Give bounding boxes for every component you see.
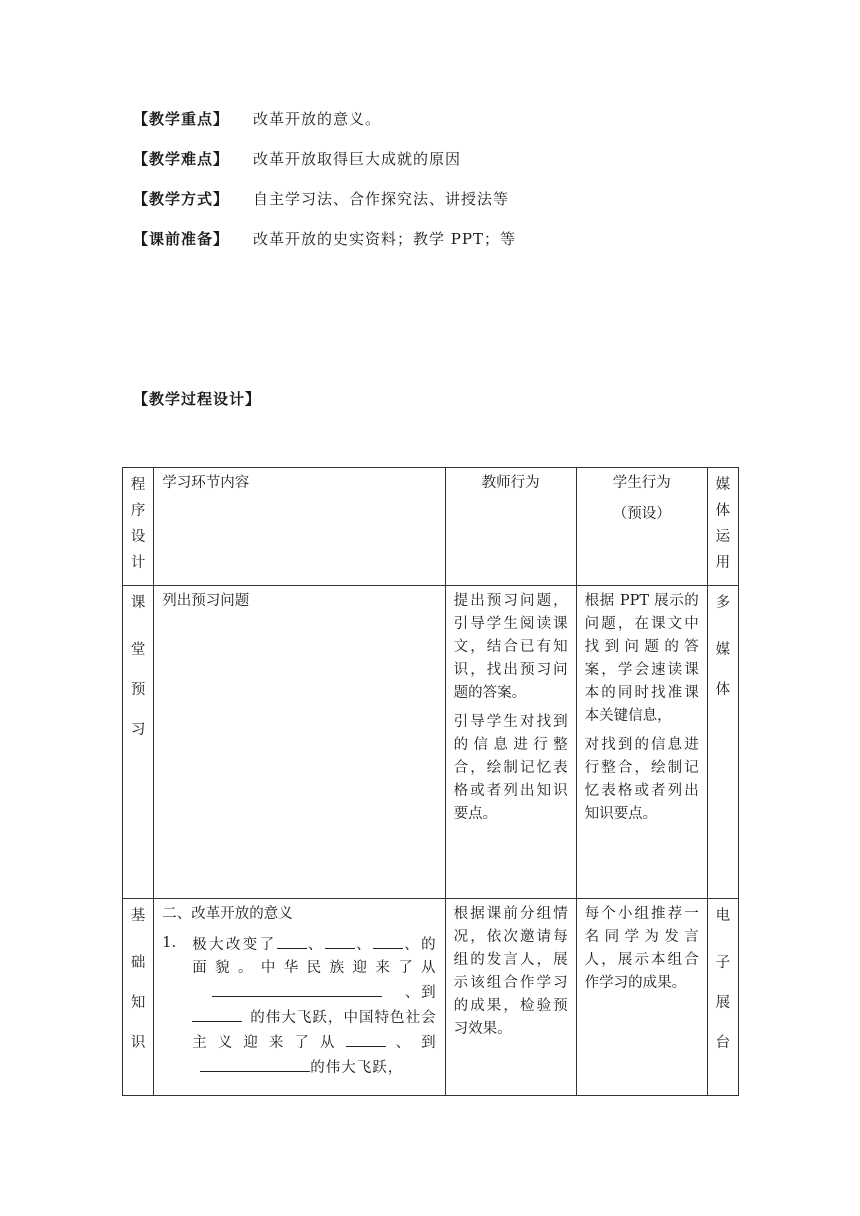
student-cell: 根据 PPT 展示的问题，在课文中找到问题的答案，学会速读课本的同时找准课本关键信息， 对找到的信息进行整合，绘制记忆表格或者列出知识要点。 (576, 586, 707, 899)
media-cell: 多 媒 体 (707, 586, 738, 899)
list-item: 1. 极大改变了 、 、 、的面貌。中华民族迎来了从、到的伟大飞跃，中国特色社会主义迎来了从 、到的伟大飞跃， (162, 932, 436, 1080)
meta-row-2 (133, 148, 461, 169)
student-cell: 每个小组推荐一名同学为发言人，展示本组合作学习的成果。 (576, 899, 707, 1096)
lesson-process-table (122, 467, 739, 1096)
header-content: 学习环节内容 (154, 468, 445, 586)
header-teacher: 教师行为 (445, 468, 576, 586)
meta-label: 【教学难点】 (133, 150, 230, 168)
meta-value: 改革开放的史实资料；教学 PPT；等 (253, 230, 516, 248)
meta-value: 改革开放取得巨大成就的原因 (253, 150, 462, 168)
section-title: 【教学过程设计】 (133, 390, 262, 408)
stage-preview: 课 堂 预 习 (123, 586, 154, 899)
meta-value: 自主学习法、合作探究法、讲授法等 (253, 190, 510, 208)
meta-row-1 (133, 108, 381, 129)
header-media: 媒 体 运 用 (707, 468, 738, 586)
content-cell: 列出预习问题 (154, 586, 445, 899)
meta-row-3 (133, 188, 509, 209)
meta-row-4 (133, 228, 516, 249)
meta-value: 改革开放的意义。 (253, 110, 382, 128)
table-header-row (123, 468, 739, 586)
header-student: 学生行为 （预设） (576, 468, 707, 586)
header-procedure: 程 序 设 计 (123, 468, 154, 586)
meta-label: 【课前准备】 (133, 230, 230, 248)
table-row (123, 899, 739, 1096)
content-cell: 二、改革开放的意义 1. 极大改变了 、 、 、的面貌。中华民族迎来了从、到的伟大飞跃，中国特色社会主义迎来了从 、到的伟大飞跃， (154, 899, 445, 1096)
media-cell: 电 子 展 台 (707, 899, 738, 1096)
teacher-cell: 提出预习问题，引导学生阅读课文，结合已有知识，找出预习问题的答案。 引导学生对找到的信息进行整合，绘制记忆表格或者列出知识要点。 (445, 586, 576, 899)
table-row (123, 586, 739, 899)
teacher-cell: 根据课前分组情况，依次邀请每组的发言人，展示该组合作学习的成果，检验预习效果。 (445, 899, 576, 1096)
meta-label: 【教学重点】 (133, 110, 230, 128)
meta-label: 【教学方式】 (133, 190, 230, 208)
stage-basics: 基 础 知 识 (123, 899, 154, 1096)
